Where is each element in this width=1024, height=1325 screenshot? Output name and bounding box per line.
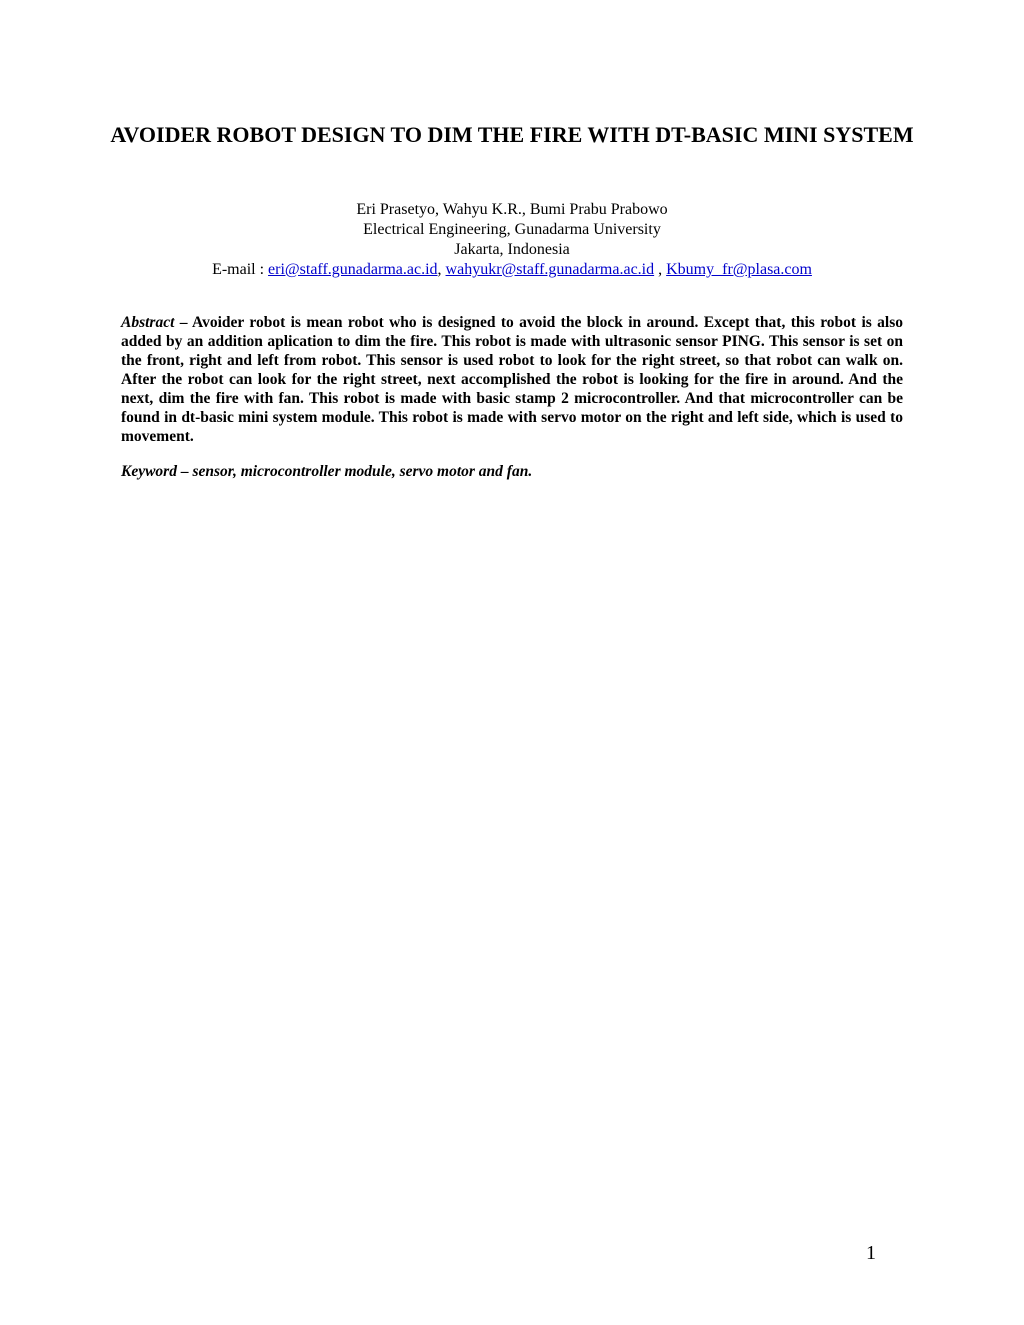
keywords-line bbox=[121, 462, 903, 481]
abstract-paragraph bbox=[121, 313, 903, 446]
keywords-text: – sensor, microcontroller module, servo motor and fan. bbox=[176, 463, 533, 480]
abstract-label: Abstract bbox=[121, 314, 175, 331]
author-emails bbox=[110, 260, 914, 280]
email-link-1[interactable]: eri@staff.gunadarma.ac.id bbox=[268, 261, 438, 278]
keywords-label: Keyword bbox=[121, 463, 177, 480]
abstract-dash: – bbox=[174, 314, 193, 331]
page-number: 1 bbox=[866, 1242, 876, 1264]
author-affiliation: Electrical Engineering, Gunadarma University bbox=[363, 221, 661, 238]
author-names: Eri Prasetyo, Wahyu K.R., Bumi Prabu Prabowo bbox=[356, 201, 668, 218]
email-label: E-mail : bbox=[212, 261, 265, 278]
email-separator: , bbox=[437, 261, 442, 278]
email-link-2[interactable]: wahyukr@staff.gunadarma.ac.id bbox=[445, 261, 655, 278]
author-location: Jakarta, Indonesia bbox=[454, 241, 570, 258]
paper-title: AVOIDER ROBOT DESIGN TO DIM THE FIRE WITH DT-BASIC MINI SYSTEM bbox=[110, 122, 914, 147]
author-block bbox=[110, 200, 914, 280]
email-link-3[interactable]: Kbumy_fr@plasa.com bbox=[666, 261, 812, 278]
abstract-text: Avoider robot is mean robot who is designed to avoid the block in around. Except that, this robot is also added by an addition aplication to dim the fire. This robot is made with ultrasonic sensor PING. This sensor is set on the front, right and left from robot. This sensor is used robot to look for the right street, so that robot can walk on. After the robot can look for the right street, next accomplished the robot is looking for the fire in around. And the next, dim the fire with fan. This robot is made with basic stamp 2 microcontroller. And that microcontroller can be found in dt-basic mini system module. This robot is made with servo motor on the right and left side, which is used to movement. bbox=[121, 314, 903, 445]
email-separator: , bbox=[654, 261, 663, 278]
